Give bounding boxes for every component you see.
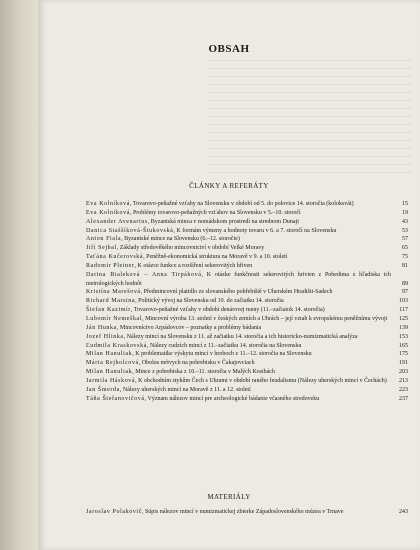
entry-title: , Peněžně-ekonomická struktura na Moravě v 9. a 10. století	[143, 254, 288, 261]
entry-title: , Problémy tovarovo-peňažných vzťahov na Slovensku v 5.–10. storočí	[129, 209, 301, 216]
entry-title: , Význam nálezov mincí pre archeologické bádanie včasného stredoveku	[144, 395, 320, 402]
entry-page: 81	[402, 262, 408, 269]
entry-author: Jiří Sejbal	[86, 245, 117, 252]
toc-entry	[86, 359, 408, 368]
entry-page: 65	[402, 245, 408, 252]
entry-author: Radomír Pleiner	[86, 262, 135, 269]
page-title: OBSAH	[208, 43, 250, 55]
entry-page: 125	[399, 315, 408, 322]
entry-page: 57	[402, 236, 408, 243]
entry-page: 43	[402, 218, 408, 225]
entry-title: , K obchodním stykům Čech s Uhrami v období raného feudalismu (Nálezy uherských mincí v Čechách)	[135, 377, 387, 384]
entry-author: Eva Kolníková	[86, 209, 130, 216]
toc-entry	[86, 350, 408, 359]
entry-title: , Tovarovo-peňažné vzťahy na Slovensku v období od 5. do polovice 14. storočia (koloksvát)	[129, 201, 354, 207]
entry-author: Anton Fiala	[86, 236, 122, 243]
toc-entry	[86, 262, 408, 271]
entry-title: , Mince z pohrebiska z 10.–11. storočia v Malých Kosihách	[132, 369, 275, 376]
entry-author: Lubomír Nemeškal	[86, 315, 143, 322]
entry-author: Milan Hanuliak	[86, 351, 133, 358]
entry-title: , Byzantská minca v nomádskom prostredí na strednom Dunaji	[147, 218, 299, 225]
entry-page: 175	[399, 351, 408, 358]
entry-page: 139	[399, 324, 408, 331]
toc-entry	[86, 218, 408, 227]
entry-page: 223	[399, 386, 408, 393]
toc-entry	[86, 306, 408, 315]
entry-author: Jarmila Hásková	[86, 377, 136, 384]
entry-author: Kristína Marešová	[86, 289, 141, 296]
entry-title: , K problematike výskytu mincí v hroboch z 11.–12. storočia na Slovensku	[132, 351, 312, 358]
entry-page: 165	[399, 342, 408, 349]
toc-entry	[86, 324, 408, 333]
entry-title: , Základy středověkého mincovnictví v období Velké Moravy	[116, 245, 265, 252]
entry-page: 153	[399, 333, 408, 340]
entry-title: , Nálezy uherských mincí na Moravě z 11. a 12. století	[119, 386, 251, 393]
entry-title: , K otázke funkčnosti sekerovitých hrivien z Pobedima z hľadiska ich metrologických hodnôt	[86, 271, 392, 287]
entry-page: 103	[399, 298, 408, 305]
entry-author: Jan Šmerda	[86, 386, 120, 393]
entry-page: 19	[402, 209, 408, 216]
entry-page: 243	[399, 509, 408, 515]
entry-title: , Politický vývoj na Slovensku od 10. do začiatku 14. storočia	[135, 298, 284, 305]
entry-author: Darina Bialeková – Anna Tirpáková	[86, 271, 202, 278]
entry-title: , Súpis nálezov mincí v numizmatickej zbierke Západoslovenského múzea v Trnave	[141, 509, 344, 515]
toc-entry	[86, 253, 408, 262]
entry-page: 97	[402, 289, 408, 296]
entry-title: , K otázce funkce a rozšíření sekerovitých hřiven	[134, 262, 253, 269]
entry-page: 75	[402, 254, 408, 261]
entry-page: 117	[399, 307, 408, 314]
entry-author: Jozef Hlinka	[86, 333, 124, 340]
entry-title: , Byzantské mince na Slovensku (6.–12. storočie)	[121, 236, 240, 243]
toc-entry	[86, 297, 408, 306]
toc-entry	[86, 244, 408, 253]
toc-entry	[86, 386, 408, 395]
toc-entry	[86, 288, 408, 297]
section-heading-articles: ČLÁNKY A REFERÁTY	[189, 182, 269, 190]
entry-author: Alexander Avenarius	[86, 218, 148, 225]
section-heading-materials: MATERIÁLY	[207, 493, 251, 501]
entry-page: 191	[399, 360, 408, 367]
entry-author: Danica Staššíková-Štukovská	[86, 227, 174, 234]
entry-title: , Tovarovo-peňažné vzťahy v období denárovej meny (11.–začiatok 14. storočia)	[130, 307, 325, 314]
entry-author: Táňa Štefanovičová	[86, 395, 145, 402]
entry-author: Taťána Kučerovská	[86, 254, 144, 261]
entry-title: , Předmincovní platidlo ze slovanského pohřebiště v Uherském Hradišti-Sadech	[140, 289, 333, 296]
entry-page: 213	[399, 377, 408, 384]
articles-list	[86, 200, 408, 403]
toc-entry	[86, 227, 408, 236]
entry-author: Ľudmila Kraskovská	[86, 342, 147, 349]
entry-author: Eva Kolníková	[86, 201, 130, 207]
toc-entry	[86, 368, 408, 377]
entry-page: 89	[402, 280, 408, 287]
entry-title: , Mincovní výroba 13. století v českých zemích a Uhrách – její vztah k evropskému peněžnímu vývoji	[142, 315, 388, 322]
entry-author: Richard Marsina	[86, 298, 136, 305]
show-through-text	[208, 60, 413, 175]
entry-title: , Nálezy mincí na Slovensku z 11. až začiatku 14. storočia a ich historicko-numizmatická analýza	[123, 333, 358, 340]
toc-entry	[86, 235, 408, 244]
toc-entry	[86, 200, 408, 209]
entry-title: , K formám výmeny a hodnoty tovaru v 6. a 7. storočí na Slovensku	[173, 227, 337, 234]
entry-page: 53	[402, 227, 408, 234]
entry-page: 203	[399, 369, 408, 376]
toc-entry	[86, 377, 408, 386]
toc-entry	[86, 342, 408, 351]
entry-author: Ján Hunka	[86, 324, 117, 331]
entry-page: 15	[402, 201, 408, 207]
page	[38, 0, 420, 550]
toc-entry	[86, 395, 408, 404]
entry-author: Jaroslav Polakovič	[86, 509, 142, 515]
book-spine	[0, 0, 38, 550]
entry-page: 237	[399, 395, 408, 402]
materials-list	[86, 508, 408, 517]
toc-entry	[86, 271, 408, 289]
toc-entry	[86, 508, 408, 517]
entry-author: Mária Rejholcová	[86, 360, 139, 367]
entry-title: , Mincovníctvo Arpádovcov – poznatky a problémy bádania	[116, 324, 262, 331]
entry-title: , Obolus mŕtvych na pohrebisku v Čakajovciach	[138, 360, 255, 367]
toc-entry	[86, 315, 408, 324]
entry-title: , Nálezy cudzích mincí z 11.–začiatku 14. storočia na Slovensku	[146, 342, 302, 349]
toc-entry	[86, 333, 408, 342]
entry-author: Štefan Kazimír	[86, 307, 131, 314]
entry-author: Milan Hanuliak	[86, 369, 133, 376]
toc-entry	[86, 209, 408, 218]
